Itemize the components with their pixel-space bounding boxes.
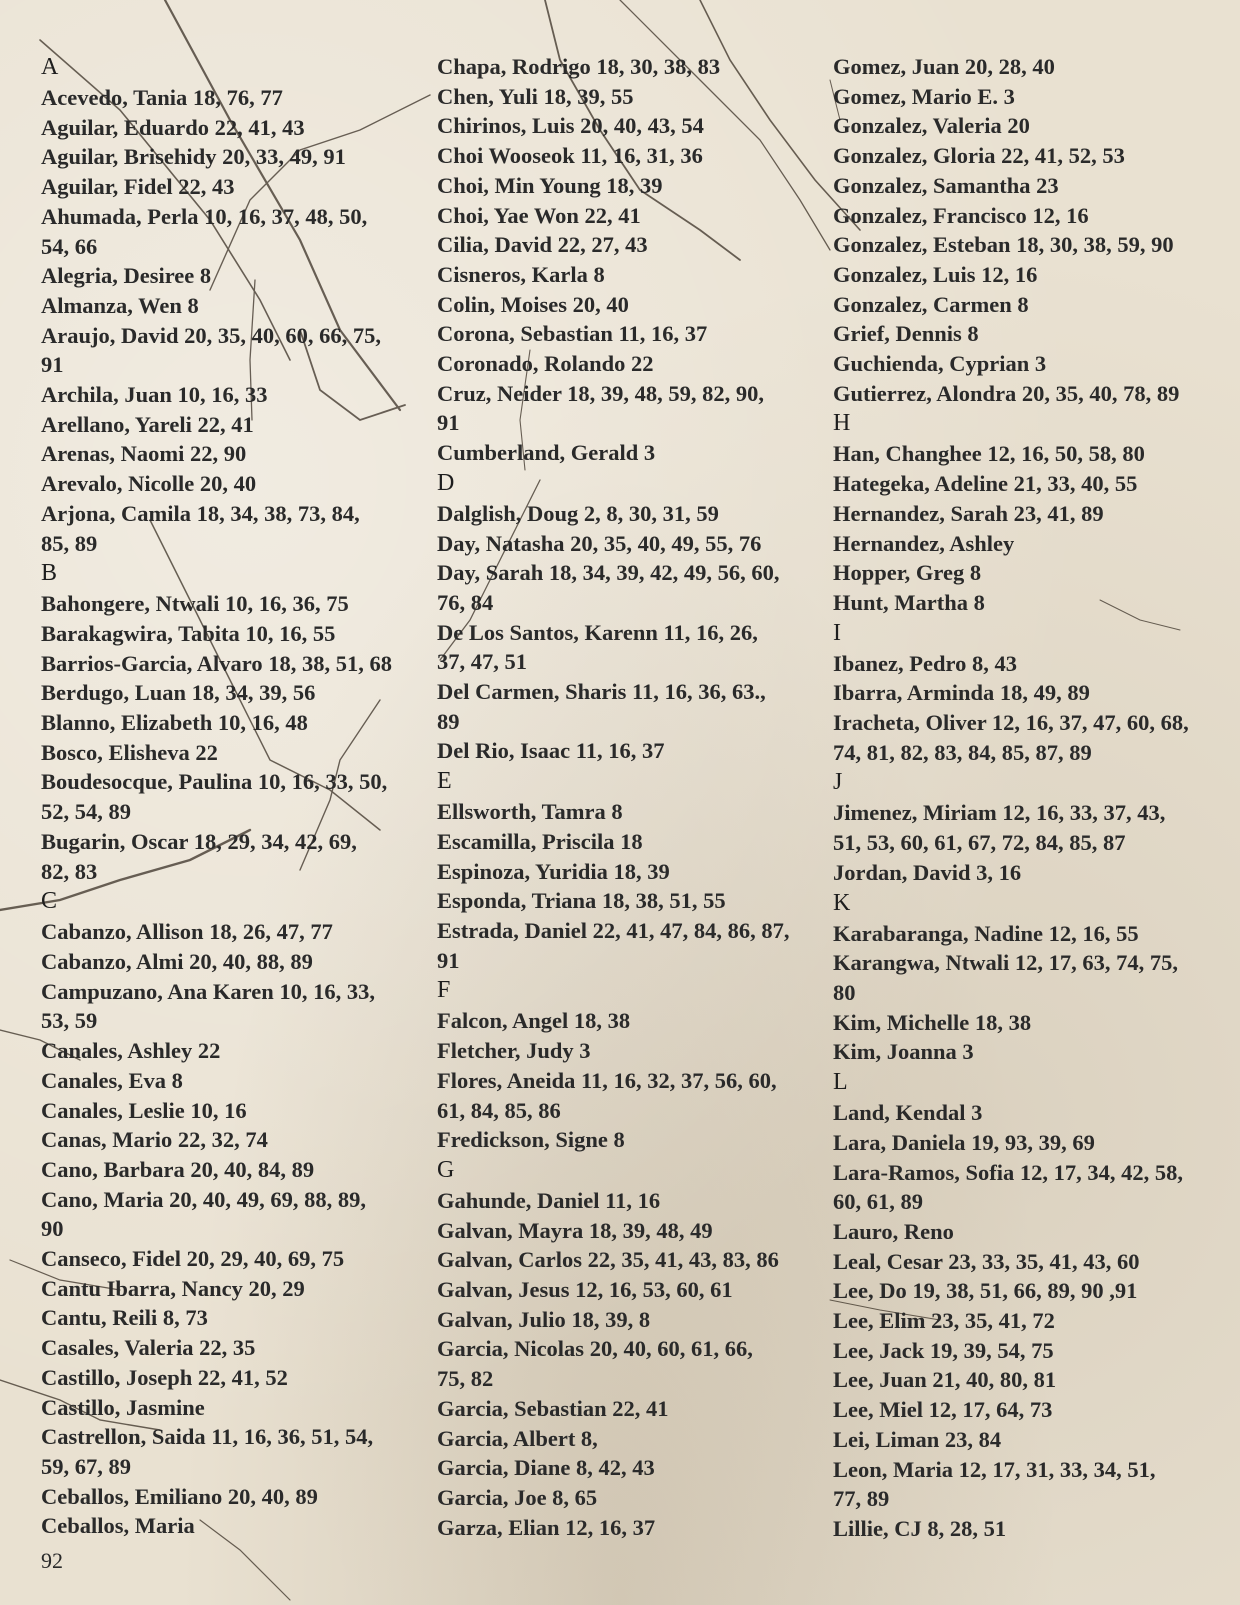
index-entry: Garcia, Nicolas 20, 40, 60, 61, 66, — [437, 1336, 753, 1362]
index-entry: Cano, Maria 20, 40, 49, 69, 88, 89, — [41, 1186, 366, 1212]
index-entry: Arevalo, Nicolle 20, 40 — [41, 471, 257, 497]
index-entry: Canales, Leslie 10, 16 — [41, 1097, 247, 1123]
index-entry: 74, 81, 82, 83, 84, 85, 87, 89 — [833, 739, 1092, 765]
index-entry: Casales, Valeria 22, 35 — [41, 1335, 256, 1361]
index-entry: Grief, Dennis 8 — [833, 321, 979, 347]
letter-heading: H — [833, 410, 851, 437]
index-entry: Canales, Eva 8 — [41, 1067, 183, 1093]
index-entry: Hunt, Martha 8 — [833, 589, 985, 615]
index-entry: Almanza, Wen 8 — [41, 292, 199, 318]
index-entry: Cumberland, Gerald 3 — [437, 440, 656, 466]
letter-heading: C — [41, 888, 58, 915]
index-entry: Acevedo, Tania 18, 76, 77 — [41, 85, 283, 110]
index-entry: Del Carmen, Sharis 11, 16, 36, 63., — [437, 679, 766, 705]
index-entry: Ibarra, Arminda 18, 49, 89 — [833, 680, 1090, 706]
index-entry: Corona, Sebastian 11, 16, 37 — [437, 321, 708, 347]
index-entry: Barrios-Garcia, Alvaro 18, 38, 51, 68 — [41, 650, 393, 676]
index-entry: Bosco, Elisheva 22 — [41, 739, 218, 765]
index-entry: Galvan, Mayra 18, 39, 48, 49 — [437, 1217, 713, 1243]
index-entry: Lauro, Reno — [833, 1218, 954, 1244]
index-entry: Kim, Michelle 18, 38 — [833, 1009, 1032, 1035]
index-entry: Falcon, Angel 18, 38 — [437, 1008, 631, 1034]
letter-heading: F — [437, 977, 451, 1004]
index-entry: Land, Kendal 3 — [833, 1100, 983, 1126]
letter-heading: B — [41, 560, 58, 587]
index-entry: Gonzalez, Esteban 18, 30, 38, 59, 90 — [833, 232, 1174, 258]
index-entry: De Los Santos, Karenn 11, 16, 26, — [437, 619, 758, 645]
index-entry: Cabanzo, Almi 20, 40, 88, 89 — [41, 948, 313, 974]
index-entry: 59, 67, 89 — [41, 1453, 131, 1479]
index-entry: Garcia, Diane 8, 42, 43 — [437, 1455, 655, 1481]
index-entry: Hategeka, Adeline 21, 33, 40, 55 — [833, 471, 1138, 497]
index-entry: Arellano, Yareli 22, 41 — [41, 411, 254, 437]
index-entry: Chen, Yuli 18, 39, 55 — [437, 83, 634, 109]
index-entry: Gonzalez, Francisco 12, 16 — [833, 202, 1089, 228]
index-entry: Lara, Daniela 19, 93, 39, 69 — [833, 1129, 1095, 1155]
index-entry: Aguilar, Brisehidy 20, 33, 49, 91 — [41, 144, 346, 170]
index-entry: 76, 84 — [437, 589, 494, 615]
index-entry: Lara-Ramos, Sofia 12, 17, 34, 42, 58, — [833, 1159, 1183, 1185]
index-entry: Alegria, Desiree 8 — [41, 263, 212, 289]
index-entry: 75, 82 — [437, 1366, 494, 1392]
index-entry: Jimenez, Miriam 12, 16, 33, 37, 43, — [833, 800, 1166, 826]
index-entry: Chirinos, Luis 20, 40, 43, 54 — [437, 113, 704, 139]
index-entry: 52, 54, 89 — [41, 799, 131, 825]
index-entry: Arenas, Naomi 22, 90 — [41, 441, 247, 467]
index-entry: Ibanez, Pedro 8, 43 — [833, 650, 1017, 676]
letter-heading: I — [833, 619, 841, 646]
index-entry: Lillie, CJ 8, 28, 51 — [833, 1515, 1007, 1541]
index-column-1 — [41, 52, 426, 1541]
index-entry: Araujo, David 20, 35, 40, 60, 66, 75, — [41, 322, 382, 348]
index-entry: Castrellon, Saida 11, 16, 36, 51, 54, — [41, 1424, 374, 1450]
letter-heading: D — [437, 469, 455, 496]
index-entry: Lee, Elim 23, 35, 41, 72 — [833, 1308, 1055, 1334]
index-entry: Hernandez, Ashley — [833, 530, 1015, 556]
index-entry: 77, 89 — [833, 1486, 890, 1512]
index-entry: Coronado, Rolando 22 — [437, 351, 654, 377]
index-entry: Cantu, Reili 8, 73 — [41, 1305, 208, 1331]
index-entry: Ahumada, Perla 10, 16, 37, 48, 50, — [41, 203, 368, 229]
letter-heading: K — [833, 889, 851, 916]
index-entry: Gahunde, Daniel 11, 16 — [437, 1187, 661, 1213]
index-entry: Cantu Ibarra, Nancy 20, 29 — [41, 1275, 305, 1301]
index-entry: 91 — [437, 410, 460, 436]
index-entry: 82, 83 — [41, 858, 98, 884]
index-entry: Cano, Barbara 20, 40, 84, 89 — [41, 1156, 315, 1182]
index-entry: Chapa, Rodrigo 18, 30, 38, 83 — [437, 54, 721, 79]
index-entry: Canseco, Fidel 20, 29, 40, 69, 75 — [41, 1246, 345, 1272]
index-entry: Galvan, Carlos 22, 35, 41, 43, 83, 86 — [437, 1247, 779, 1273]
index-entry: Gonzalez, Samantha 23 — [833, 172, 1059, 198]
letter-heading: E — [437, 768, 452, 795]
index-entry: Iracheta, Oliver 12, 16, 37, 47, 60, 68, — [833, 710, 1189, 736]
index-entry: Bugarin, Oscar 18, 29, 34, 42, 69, — [41, 828, 357, 854]
index-entry: Gomez, Mario E. 3 — [833, 83, 1015, 109]
index-entry: Garcia, Sebastian 22, 41 — [437, 1395, 669, 1421]
index-entry: Ceballos, Emiliano 20, 40, 89 — [41, 1483, 318, 1509]
index-entry: Karangwa, Ntwali 12, 17, 63, 74, 75, — [833, 950, 1178, 976]
index-entry: Garza, Elian 12, 16, 37 — [437, 1514, 656, 1540]
index-entry: Lee, Jack 19, 39, 54, 75 — [833, 1337, 1054, 1363]
index-entry: Canas, Mario 22, 32, 74 — [41, 1127, 268, 1153]
index-entry: 91 — [437, 947, 460, 973]
index-entry: 80 — [833, 979, 856, 1005]
index-entry: Leal, Cesar 23, 33, 35, 41, 43, 60 — [833, 1248, 1140, 1274]
index-entry: 89 — [437, 708, 460, 734]
index-entry: Lee, Miel 12, 17, 64, 73 — [833, 1397, 1053, 1423]
index-entry: Estrada, Daniel 22, 41, 47, 84, 86, 87, — [437, 917, 790, 943]
index-entry: Choi, Min Young 18, 39 — [437, 172, 663, 198]
letter-heading: L — [833, 1069, 848, 1096]
index-entry: Day, Natasha 20, 35, 40, 49, 55, 76 — [437, 530, 762, 556]
letter-heading: J — [833, 769, 843, 796]
index-entry: Galvan, Julio 18, 39, 8 — [437, 1306, 651, 1332]
index-entry: Karabaranga, Nadine 12, 16, 55 — [833, 920, 1139, 946]
index-entry: Berdugo, Luan 18, 34, 39, 56 — [41, 680, 316, 706]
index-entry: Han, Changhee 12, 16, 50, 58, 80 — [833, 441, 1145, 467]
index-entry: Escamilla, Priscila 18 — [437, 828, 643, 854]
index-entry: Kim, Joanna 3 — [833, 1039, 974, 1065]
index-entry: Ceballos, Maria — [41, 1513, 195, 1539]
index-entry: 85, 89 — [41, 530, 98, 556]
index-entry: Boudesocque, Paulina 10, 16, 33, 50, — [41, 769, 388, 795]
index-column-2 — [437, 52, 832, 1542]
index-entry: Fletcher, Judy 3 — [437, 1038, 591, 1064]
index-entry: Colin, Moises 20, 40 — [437, 291, 629, 317]
index-entry: Leon, Maria 12, 17, 31, 33, 34, 51, — [833, 1456, 1156, 1482]
letter-heading: A — [41, 54, 59, 80]
index-entry: 61, 84, 85, 86 — [437, 1097, 561, 1123]
index-entry: 91 — [41, 352, 64, 378]
index-column-3 — [833, 52, 1233, 1544]
index-entry: Espinoza, Yuridia 18, 39 — [437, 858, 670, 884]
index-entry: Arjona, Camila 18, 34, 38, 73, 84, — [41, 500, 360, 526]
index-entry: 37, 47, 51 — [437, 649, 527, 675]
index-entry: Canales, Ashley 22 — [41, 1038, 221, 1064]
index-entry: Gonzalez, Carmen 8 — [833, 291, 1029, 317]
index-entry: 60, 61, 89 — [833, 1189, 923, 1215]
index-entry: Blanno, Elizabeth 10, 16, 48 — [41, 710, 308, 736]
index-entry: Bahongere, Ntwali 10, 16, 36, 75 — [41, 591, 349, 617]
index-entry: Barakagwira, Tabita 10, 16, 55 — [41, 620, 336, 646]
index-entry: Garcia, Joe 8, 65 — [437, 1484, 598, 1510]
index-entry: Del Rio, Isaac 11, 16, 37 — [437, 738, 665, 764]
index-entry: Choi Wooseok 11, 16, 31, 36 — [437, 143, 703, 169]
index-entry: Aguilar, Fidel 22, 43 — [41, 174, 235, 200]
index-entry: Aguilar, Eduardo 22, 41, 43 — [41, 114, 305, 140]
index-entry: 51, 53, 60, 61, 67, 72, 84, 85, 87 — [833, 830, 1126, 856]
index-entry: 90 — [41, 1216, 64, 1242]
index-entry: Jordan, David 3, 16 — [833, 859, 1022, 885]
letter-heading: G — [437, 1156, 455, 1183]
index-entry: Cisneros, Karla 8 — [437, 261, 605, 287]
index-entry: Lei, Liman 23, 84 — [833, 1426, 1002, 1452]
index-entry: Galvan, Jesus 12, 16, 53, 60, 61 — [437, 1277, 733, 1303]
index-entry: Gutierrez, Alondra 20, 35, 40, 78, 89 — [833, 380, 1180, 406]
index-entry: 53, 59 — [41, 1008, 98, 1034]
index-entry: Castillo, Joseph 22, 41, 52 — [41, 1364, 288, 1390]
index-entry: Fredickson, Signe 8 — [437, 1127, 625, 1153]
index-entry: Day, Sarah 18, 34, 39, 42, 49, 56, 60, — [437, 560, 780, 586]
index-entry: Campuzano, Ana Karen 10, 16, 33, — [41, 978, 375, 1004]
index-entry: Cilia, David 22, 27, 43 — [437, 232, 648, 258]
index-entry: Gonzalez, Gloria 22, 41, 52, 53 — [833, 143, 1125, 169]
index-entry: 54, 66 — [41, 233, 98, 259]
index-entry: Lee, Do 19, 38, 51, 66, 89, 90 ,91 — [833, 1278, 1138, 1304]
index-entry: Ellsworth, Tamra 8 — [437, 799, 623, 825]
index-entry: Gonzalez, Valeria 20 — [833, 113, 1030, 139]
index-entry: Lee, Juan 21, 40, 80, 81 — [833, 1367, 1057, 1393]
index-entry: Hernandez, Sarah 23, 41, 89 — [833, 500, 1104, 526]
index-entry: Guchienda, Cyprian 3 — [833, 351, 1047, 377]
index-entry: Gonzalez, Luis 12, 16 — [833, 261, 1038, 287]
index-entry: Esponda, Triana 18, 38, 51, 55 — [437, 888, 726, 914]
index-entry: Cruz, Neider 18, 39, 48, 59, 82, 90, — [437, 380, 765, 406]
index-entry: Garcia, Albert 8, — [437, 1425, 598, 1451]
index-entry: Choi, Yae Won 22, 41 — [437, 202, 641, 228]
index-entry: Hopper, Greg 8 — [833, 560, 982, 586]
index-entry: Archila, Juan 10, 16, 33 — [41, 382, 268, 408]
index-entry: Dalglish, Doug 2, 8, 30, 31, 59 — [437, 500, 719, 526]
index-entry: Cabanzo, Allison 18, 26, 47, 77 — [41, 919, 333, 945]
page-number: 92 — [41, 1548, 63, 1573]
index-entry: Gomez, Juan 20, 28, 40 — [833, 54, 1055, 79]
index-entry: Castillo, Jasmine — [41, 1394, 205, 1420]
index-entry: Flores, Aneida 11, 16, 32, 37, 56, 60, — [437, 1067, 777, 1093]
